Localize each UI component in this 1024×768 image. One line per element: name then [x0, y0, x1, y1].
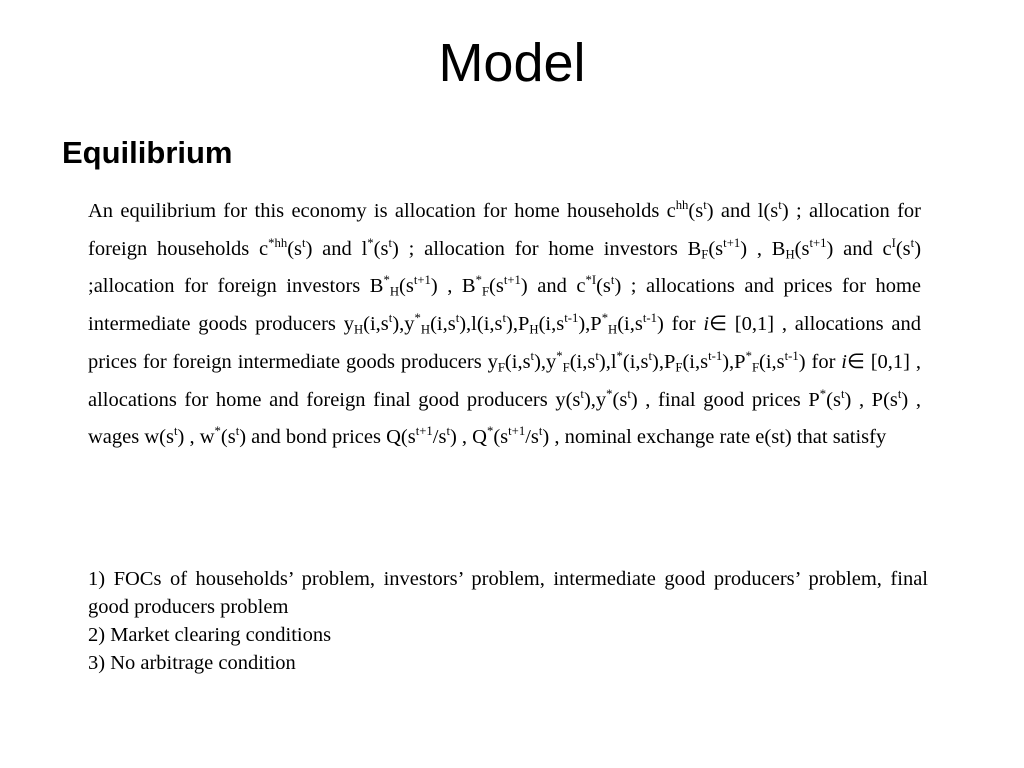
superscript: * [819, 386, 827, 401]
superscript: t+1 [723, 235, 741, 250]
superscript: * [616, 348, 623, 363]
subscript: H [353, 322, 364, 337]
paragraph-text: An equilibrium for this economy is allocation for home households c [88, 200, 676, 222]
superscript: t [703, 198, 707, 213]
superscript: t [778, 198, 782, 213]
paragraph-text: ),y [583, 388, 607, 411]
equilibrium-conditions-list [88, 565, 928, 677]
paragraph-text: ∈ [0,1] , allocations for home and foreign final good producers y(s [88, 350, 922, 411]
superscript: t [910, 235, 915, 250]
paragraph-text: (s [287, 237, 303, 260]
superscript: * [214, 424, 221, 439]
superscript: t [302, 235, 306, 250]
paragraph-text: (s [489, 275, 504, 298]
paragraph-text: ),P [578, 313, 602, 336]
subscript: F [675, 360, 683, 375]
paragraph-text: (s [708, 237, 724, 260]
superscript: t [446, 424, 450, 439]
paragraph-text: (s [399, 275, 414, 298]
superscript: t [610, 273, 615, 288]
paragraph-text: (i,s [430, 313, 456, 336]
superscript: * [383, 273, 390, 288]
paragraph-text: (s [794, 237, 810, 260]
paragraph-text: ) and l(s [706, 200, 779, 222]
paragraph-text: ) ;allocation for foreign investors B [88, 237, 922, 298]
paragraph-text: ) , final good prices P [630, 388, 820, 411]
superscript: t [388, 235, 392, 250]
superscript: t-1 [642, 311, 657, 326]
paragraph-text: ) , wages w(s [88, 388, 921, 449]
subscript: H [529, 322, 539, 337]
paragraph-text: ) for [656, 313, 704, 336]
superscript: t-1 [708, 348, 723, 363]
paragraph-text: ),l(i,s [459, 313, 503, 336]
paragraph-text: ),y [534, 350, 557, 373]
superscript: t [897, 386, 902, 401]
paragraph-text: (s [493, 426, 509, 449]
paragraph-text: ),y [392, 313, 415, 336]
paragraph-text: ) and c [826, 237, 892, 260]
condition-item-focs: 1) FOCs of households’ problem, investors’ problem, intermediate good producers’ problem, final good producers problem [88, 568, 928, 618]
paragraph-text: ),P [722, 350, 746, 373]
subscript: F [751, 360, 760, 375]
superscript: t [235, 424, 240, 439]
superscript: t+1 [413, 273, 431, 288]
superscript: t+1 [503, 273, 521, 288]
subscript: F [481, 284, 490, 299]
italic-variable: i [841, 350, 847, 373]
condition-item-no-arbitrage: 3) No arbitrage condition [88, 652, 296, 674]
paragraph-text: ∈ [0,1] , allocations and prices for foreign intermediate goods producers y [88, 313, 921, 373]
paragraph-text: ) , nominal exchange rate e(st) that satisfy [542, 426, 887, 449]
superscript: t [530, 348, 535, 363]
superscript: t [627, 386, 631, 401]
paragraph-text: /s [525, 426, 539, 449]
superscript: I [891, 235, 896, 250]
paragraph-text: ),P [506, 313, 530, 336]
paragraph-text: ) and bond prices Q(s [239, 426, 416, 449]
paragraph-text: (i,s [617, 313, 643, 336]
paragraph-text: (i,s [569, 350, 596, 373]
superscript: * [475, 273, 482, 288]
superscript: * [486, 424, 494, 439]
italic-variable: i [703, 313, 710, 336]
superscript: t-1 [784, 348, 799, 363]
section-heading: Equilibrium [62, 135, 233, 170]
superscript: *I [585, 273, 597, 288]
paragraph-text: ) for [798, 350, 842, 373]
paragraph-text: ) , w [177, 426, 215, 449]
subscript: H [608, 322, 618, 337]
superscript: t [388, 311, 393, 326]
paragraph-text: (s [612, 388, 628, 411]
superscript: * [601, 311, 609, 326]
paragraph-text: (s [826, 388, 841, 411]
subscript: H [420, 322, 431, 337]
paragraph-text: (s [895, 237, 911, 260]
paragraph-text: (s [220, 426, 236, 449]
paragraph-text: ) , B [740, 237, 786, 260]
paragraph-text: ) and c [520, 275, 586, 298]
superscript: t [648, 348, 653, 363]
subscript: H [389, 284, 400, 299]
superscript: t [173, 424, 178, 439]
paragraph-text: (i,s [622, 350, 649, 373]
subscript: H [785, 247, 795, 262]
superscript: *hh [268, 235, 288, 250]
subscript: F [701, 247, 709, 262]
paragraph-text: /s [432, 426, 447, 449]
superscript: * [367, 235, 374, 250]
superscript: * [606, 386, 613, 401]
superscript: * [745, 348, 752, 363]
paragraph-text: (i,s [363, 313, 389, 336]
paragraph-text: ) ; allocations and prices for home intermediate goods producers y [88, 275, 921, 336]
superscript: t [455, 311, 460, 326]
paragraph-text: ) , Q [449, 426, 487, 449]
superscript: t+1 [809, 235, 827, 250]
slide-title: Model [438, 33, 586, 93]
paragraph-text: (s [596, 275, 611, 298]
paragraph-text: (i,s [759, 350, 785, 373]
subscript: F [497, 360, 505, 375]
equilibrium-definition [88, 193, 921, 457]
paragraph-text: (i,s [682, 350, 709, 373]
paragraph-text: ),l [598, 350, 617, 373]
paragraph-text: ) and l [305, 237, 368, 260]
paragraph-text: (s [688, 200, 704, 222]
superscript: t+1 [415, 424, 433, 439]
superscript: t [538, 424, 543, 439]
paragraph-text: ) , P(s [844, 388, 898, 411]
condition-item-market-clearing: 2) Market clearing conditions [88, 624, 332, 646]
paragraph-text: ) ; allocation for home investors B [391, 237, 702, 260]
subscript: F [562, 360, 570, 375]
paragraph-text: (i,s [504, 350, 531, 373]
superscript: t-1 [564, 311, 579, 326]
paragraph-text: (s [373, 237, 389, 260]
paragraph-text: ),P [652, 350, 676, 373]
superscript: t [840, 386, 845, 401]
superscript: * [556, 348, 563, 363]
superscript: t [595, 348, 599, 363]
superscript: t [502, 311, 507, 326]
superscript: hh [675, 198, 689, 213]
superscript: t [580, 386, 584, 401]
superscript: t+1 [508, 424, 526, 439]
superscript: * [414, 311, 421, 326]
paragraph-text: ) ; allocation for foreign households c [88, 200, 921, 260]
paragraph-text: (i,s [538, 313, 565, 336]
paragraph-text: ) , B [430, 275, 476, 298]
